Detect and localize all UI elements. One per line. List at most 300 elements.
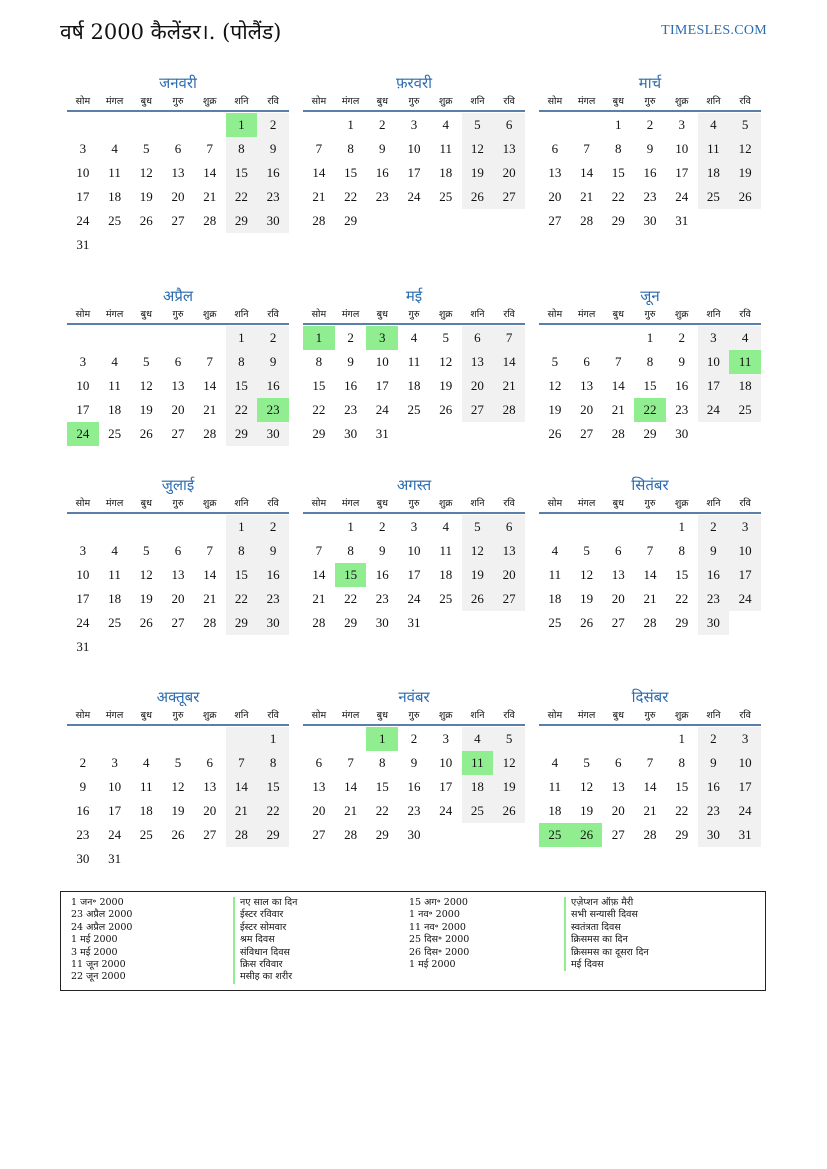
day-cell[interactable]: 4: [551, 755, 559, 770]
holiday-day-cell[interactable]: 11: [462, 751, 494, 775]
day-cell[interactable]: 30: [344, 426, 358, 441]
day-cell[interactable]: 10: [698, 350, 730, 374]
day-cell[interactable]: 15: [226, 161, 258, 185]
day-cell[interactable]: 15: [675, 567, 689, 582]
day-cell[interactable]: 27: [611, 615, 625, 630]
day-cell[interactable]: 9: [678, 354, 685, 369]
day-cell[interactable]: 2: [79, 755, 87, 770]
day-cell[interactable]: 14: [226, 775, 258, 799]
day-cell[interactable]: 19: [493, 775, 525, 799]
day-cell[interactable]: 25: [439, 189, 453, 204]
day-cell[interactable]: 13: [580, 378, 594, 393]
day-cell[interactable]: 28: [203, 213, 217, 228]
day-cell[interactable]: 1: [678, 519, 685, 534]
day-cell[interactable]: 18: [548, 803, 562, 818]
day-cell[interactable]: 16: [257, 563, 289, 587]
day-cell[interactable]: 7: [646, 543, 654, 558]
day-cell[interactable]: 5: [551, 354, 559, 369]
day-cell[interactable]: 17: [76, 402, 90, 417]
day-cell[interactable]: 27: [203, 827, 217, 842]
day-cell[interactable]: 26: [548, 426, 562, 441]
day-cell[interactable]: 26: [139, 615, 153, 630]
day-cell[interactable]: 21: [312, 591, 326, 606]
day-cell[interactable]: 7: [206, 354, 213, 369]
day-cell[interactable]: 25: [108, 426, 122, 441]
day-cell[interactable]: 13: [171, 378, 185, 393]
day-cell[interactable]: 9: [257, 539, 289, 563]
day-cell[interactable]: 9: [379, 543, 386, 558]
day-cell[interactable]: 24: [729, 799, 761, 823]
day-cell[interactable]: 18: [729, 374, 761, 398]
day-cell[interactable]: 26: [493, 799, 525, 823]
holiday-day-cell[interactable]: 26: [571, 823, 603, 847]
day-cell[interactable]: 14: [203, 567, 217, 582]
day-cell[interactable]: 13: [312, 779, 326, 794]
day-cell[interactable]: 9: [379, 141, 386, 156]
day-cell[interactable]: 29: [344, 615, 358, 630]
day-cell[interactable]: 25: [462, 799, 494, 823]
day-cell[interactable]: 21: [643, 591, 657, 606]
day-cell[interactable]: 29: [643, 426, 657, 441]
day-cell[interactable]: 22: [375, 803, 389, 818]
day-cell[interactable]: 27: [580, 426, 594, 441]
day-cell[interactable]: 18: [108, 189, 122, 204]
day-cell[interactable]: 22: [257, 799, 289, 823]
day-cell[interactable]: 11: [548, 567, 562, 582]
day-cell[interactable]: 11: [407, 354, 421, 369]
day-cell[interactable]: 8: [646, 354, 654, 369]
day-cell[interactable]: 17: [675, 165, 689, 180]
day-cell[interactable]: 20: [171, 402, 185, 417]
day-cell[interactable]: 7: [347, 755, 354, 770]
day-cell[interactable]: 14: [643, 567, 657, 582]
day-cell[interactable]: 4: [111, 354, 118, 369]
day-cell[interactable]: 23: [675, 402, 689, 417]
day-cell[interactable]: 8: [615, 141, 622, 156]
day-cell[interactable]: 17: [729, 563, 761, 587]
day-cell[interactable]: 10: [439, 755, 453, 770]
day-cell[interactable]: 23: [698, 587, 730, 611]
day-cell[interactable]: 17: [439, 779, 453, 794]
day-cell[interactable]: 13: [548, 165, 562, 180]
day-cell[interactable]: 16: [257, 161, 289, 185]
day-cell[interactable]: 25: [548, 615, 562, 630]
day-cell[interactable]: 12: [139, 567, 153, 582]
day-cell[interactable]: 25: [407, 402, 421, 417]
day-cell[interactable]: 24: [439, 803, 453, 818]
day-cell[interactable]: 5: [462, 515, 494, 539]
day-cell[interactable]: 21: [203, 402, 217, 417]
brand-link[interactable]: TIMESLES.COM: [661, 23, 767, 38]
day-cell[interactable]: 27: [462, 398, 494, 422]
day-cell[interactable]: 16: [643, 165, 657, 180]
day-cell[interactable]: 17: [76, 189, 90, 204]
day-cell[interactable]: 26: [462, 587, 494, 611]
day-cell[interactable]: 8: [226, 350, 258, 374]
day-cell[interactable]: 8: [678, 543, 685, 558]
day-cell[interactable]: 14: [203, 378, 217, 393]
day-cell[interactable]: 19: [548, 402, 562, 417]
day-cell[interactable]: 22: [611, 189, 625, 204]
day-cell[interactable]: 16: [257, 374, 289, 398]
day-cell[interactable]: 1: [678, 731, 685, 746]
day-cell[interactable]: 24: [375, 402, 389, 417]
day-cell[interactable]: 20: [611, 803, 625, 818]
day-cell[interactable]: 22: [675, 591, 689, 606]
day-cell[interactable]: 13: [171, 165, 185, 180]
day-cell[interactable]: 10: [76, 165, 90, 180]
day-cell[interactable]: 8: [379, 755, 386, 770]
day-cell[interactable]: 28: [226, 823, 258, 847]
day-cell[interactable]: 28: [344, 827, 358, 842]
day-cell[interactable]: 16: [407, 779, 421, 794]
day-cell[interactable]: 23: [257, 587, 289, 611]
day-cell[interactable]: 27: [493, 587, 525, 611]
day-cell[interactable]: 10: [407, 543, 421, 558]
day-cell[interactable]: 11: [548, 779, 562, 794]
day-cell[interactable]: 12: [548, 378, 562, 393]
day-cell[interactable]: 12: [139, 378, 153, 393]
day-cell[interactable]: 6: [315, 755, 323, 770]
day-cell[interactable]: 23: [643, 189, 657, 204]
day-cell[interactable]: 18: [139, 803, 153, 818]
day-cell[interactable]: 9: [347, 354, 354, 369]
holiday-day-cell[interactable]: 11: [729, 350, 761, 374]
holiday-day-cell[interactable]: 1: [226, 113, 258, 137]
day-cell[interactable]: 16: [698, 775, 730, 799]
holiday-day-cell[interactable]: 23: [257, 398, 289, 422]
day-cell[interactable]: 6: [462, 326, 494, 350]
day-cell[interactable]: 9: [79, 779, 87, 794]
day-cell[interactable]: 27: [611, 827, 625, 842]
day-cell[interactable]: 21: [580, 189, 594, 204]
day-cell[interactable]: 10: [729, 751, 761, 775]
day-cell[interactable]: 6: [206, 755, 213, 770]
day-cell[interactable]: 15: [257, 775, 289, 799]
day-cell[interactable]: 15: [312, 378, 326, 393]
day-cell[interactable]: 8: [226, 137, 258, 161]
day-cell[interactable]: 11: [108, 165, 121, 180]
day-cell[interactable]: 4: [143, 755, 150, 770]
day-cell[interactable]: 23: [344, 402, 358, 417]
day-cell[interactable]: 4: [111, 543, 118, 558]
day-cell[interactable]: 8: [257, 751, 289, 775]
day-cell[interactable]: 13: [462, 350, 494, 374]
day-cell[interactable]: 5: [462, 113, 494, 137]
day-cell[interactable]: 14: [493, 350, 525, 374]
day-cell[interactable]: 10: [76, 378, 90, 393]
day-cell[interactable]: 21: [344, 803, 358, 818]
day-cell[interactable]: 29: [675, 827, 689, 842]
day-cell[interactable]: 13: [203, 779, 217, 794]
day-cell[interactable]: 31: [76, 639, 90, 654]
day-cell[interactable]: 1: [226, 326, 258, 350]
day-cell[interactable]: 30: [257, 611, 289, 635]
day-cell[interactable]: 25: [698, 185, 730, 209]
holiday-day-cell[interactable]: 25: [539, 823, 571, 847]
day-cell[interactable]: 13: [493, 137, 525, 161]
day-cell[interactable]: 21: [312, 189, 326, 204]
day-cell[interactable]: 25: [439, 591, 453, 606]
day-cell[interactable]: 7: [226, 751, 258, 775]
day-cell[interactable]: 14: [344, 779, 358, 794]
day-cell[interactable]: 13: [611, 567, 625, 582]
day-cell[interactable]: 9: [646, 141, 654, 156]
day-cell[interactable]: 6: [493, 515, 525, 539]
day-cell[interactable]: 6: [174, 141, 182, 156]
day-cell[interactable]: 5: [143, 543, 150, 558]
day-cell[interactable]: 3: [698, 326, 730, 350]
day-cell[interactable]: 11: [108, 567, 121, 582]
day-cell[interactable]: 20: [203, 803, 217, 818]
day-cell[interactable]: 23: [407, 803, 421, 818]
day-cell[interactable]: 24: [76, 615, 90, 630]
day-cell[interactable]: 22: [312, 402, 326, 417]
day-cell[interactable]: 24: [108, 827, 122, 842]
day-cell[interactable]: 26: [139, 426, 153, 441]
day-cell[interactable]: 29: [675, 615, 689, 630]
day-cell[interactable]: 19: [439, 378, 453, 393]
day-cell[interactable]: 2: [257, 326, 289, 350]
day-cell[interactable]: 27: [171, 615, 185, 630]
holiday-day-cell[interactable]: 3: [366, 326, 398, 350]
day-cell[interactable]: 31: [675, 213, 689, 228]
day-cell[interactable]: 18: [108, 402, 122, 417]
day-cell[interactable]: 30: [698, 611, 730, 635]
day-cell[interactable]: 18: [548, 591, 562, 606]
day-cell[interactable]: 31: [108, 851, 122, 866]
day-cell[interactable]: 7: [646, 755, 654, 770]
holiday-day-cell[interactable]: 1: [366, 727, 398, 751]
holiday-day-cell[interactable]: 15: [335, 563, 367, 587]
day-cell[interactable]: 30: [257, 209, 289, 233]
day-cell[interactable]: 22: [344, 591, 358, 606]
day-cell[interactable]: 10: [375, 354, 389, 369]
day-cell[interactable]: 19: [580, 803, 594, 818]
day-cell[interactable]: 12: [462, 137, 494, 161]
holiday-day-cell[interactable]: 24: [67, 422, 99, 446]
day-cell[interactable]: 30: [375, 615, 389, 630]
day-cell[interactable]: 23: [375, 591, 389, 606]
day-cell[interactable]: 15: [675, 779, 689, 794]
day-cell[interactable]: 12: [171, 779, 185, 794]
day-cell[interactable]: 29: [344, 213, 358, 228]
day-cell[interactable]: 17: [407, 567, 421, 582]
day-cell[interactable]: 27: [312, 827, 326, 842]
day-cell[interactable]: 15: [611, 165, 625, 180]
day-cell[interactable]: 7: [583, 141, 590, 156]
day-cell[interactable]: 2: [698, 727, 730, 751]
day-cell[interactable]: 11: [108, 378, 121, 393]
day-cell[interactable]: 25: [729, 398, 761, 422]
day-cell[interactable]: 14: [643, 779, 657, 794]
day-cell[interactable]: 26: [729, 185, 761, 209]
day-cell[interactable]: 2: [257, 113, 289, 137]
day-cell[interactable]: 23: [698, 799, 730, 823]
day-cell[interactable]: 31: [729, 823, 761, 847]
day-cell[interactable]: 18: [407, 378, 421, 393]
day-cell[interactable]: 27: [171, 426, 185, 441]
day-cell[interactable]: 19: [139, 591, 153, 606]
day-cell[interactable]: 10: [407, 141, 421, 156]
day-cell[interactable]: 19: [139, 189, 153, 204]
day-cell[interactable]: 14: [312, 165, 326, 180]
day-cell[interactable]: 14: [312, 567, 326, 582]
day-cell[interactable]: 14: [203, 165, 217, 180]
day-cell[interactable]: 29: [226, 209, 258, 233]
day-cell[interactable]: 29: [226, 422, 258, 446]
day-cell[interactable]: 19: [462, 563, 494, 587]
day-cell[interactable]: 18: [698, 161, 730, 185]
day-cell[interactable]: 17: [76, 591, 90, 606]
day-cell[interactable]: 8: [226, 539, 258, 563]
day-cell[interactable]: 15: [344, 165, 358, 180]
day-cell[interactable]: 4: [551, 543, 559, 558]
day-cell[interactable]: 6: [615, 543, 622, 558]
day-cell[interactable]: 3: [111, 755, 118, 770]
day-cell[interactable]: 25: [108, 615, 122, 630]
day-cell[interactable]: 7: [615, 354, 622, 369]
day-cell[interactable]: 4: [442, 519, 449, 534]
day-cell[interactable]: 14: [611, 378, 625, 393]
day-cell[interactable]: 26: [462, 185, 494, 209]
day-cell[interactable]: 19: [580, 591, 594, 606]
day-cell[interactable]: 26: [439, 402, 453, 417]
day-cell[interactable]: 30: [698, 823, 730, 847]
day-cell[interactable]: 26: [580, 615, 594, 630]
day-cell[interactable]: 30: [643, 213, 657, 228]
day-cell[interactable]: 30: [407, 827, 421, 842]
day-cell[interactable]: 12: [580, 779, 594, 794]
day-cell[interactable]: 2: [379, 519, 386, 534]
day-cell[interactable]: 1: [347, 117, 354, 132]
day-cell[interactable]: 28: [203, 426, 217, 441]
day-cell[interactable]: 28: [493, 398, 525, 422]
day-cell[interactable]: 5: [143, 141, 150, 156]
day-cell[interactable]: 14: [580, 165, 594, 180]
day-cell[interactable]: 24: [407, 189, 421, 204]
day-cell[interactable]: 3: [410, 117, 418, 132]
day-cell[interactable]: 2: [257, 515, 289, 539]
day-cell[interactable]: 28: [611, 426, 625, 441]
day-cell[interactable]: 8: [678, 755, 685, 770]
day-cell[interactable]: 24: [729, 587, 761, 611]
day-cell[interactable]: 23: [375, 189, 389, 204]
day-cell[interactable]: 7: [206, 141, 213, 156]
holiday-day-cell[interactable]: 1: [303, 326, 335, 350]
day-cell[interactable]: 6: [493, 113, 525, 137]
day-cell[interactable]: 2: [347, 330, 354, 345]
day-cell[interactable]: 29: [257, 823, 289, 847]
day-cell[interactable]: 29: [611, 213, 625, 228]
day-cell[interactable]: 27: [493, 185, 525, 209]
day-cell[interactable]: 9: [698, 539, 730, 563]
day-cell[interactable]: 28: [312, 213, 326, 228]
day-cell[interactable]: 1: [646, 330, 654, 345]
day-cell[interactable]: 16: [698, 563, 730, 587]
day-cell[interactable]: 13: [611, 779, 625, 794]
day-cell[interactable]: 3: [678, 117, 685, 132]
day-cell[interactable]: 30: [257, 422, 289, 446]
day-cell[interactable]: 28: [203, 615, 217, 630]
day-cell[interactable]: 30: [76, 851, 90, 866]
day-cell[interactable]: 5: [583, 543, 590, 558]
day-cell[interactable]: 7: [206, 543, 213, 558]
day-cell[interactable]: 17: [407, 165, 421, 180]
day-cell[interactable]: 6: [583, 354, 590, 369]
day-cell[interactable]: 5: [493, 727, 525, 751]
day-cell[interactable]: 2: [678, 330, 685, 345]
day-cell[interactable]: 3: [442, 731, 449, 746]
day-cell[interactable]: 21: [611, 402, 625, 417]
day-cell[interactable]: 7: [315, 141, 323, 156]
day-cell[interactable]: 18: [439, 567, 453, 582]
day-cell[interactable]: 15: [226, 374, 258, 398]
day-cell[interactable]: 6: [174, 354, 182, 369]
day-cell[interactable]: 19: [729, 161, 761, 185]
day-cell[interactable]: 8: [347, 543, 354, 558]
day-cell[interactable]: 9: [257, 137, 289, 161]
day-cell[interactable]: 11: [439, 141, 452, 156]
day-cell[interactable]: 5: [729, 113, 761, 137]
day-cell[interactable]: 16: [344, 378, 358, 393]
day-cell[interactable]: 28: [580, 213, 594, 228]
day-cell[interactable]: 17: [375, 378, 389, 393]
day-cell[interactable]: 28: [643, 615, 657, 630]
day-cell[interactable]: 20: [611, 591, 625, 606]
day-cell[interactable]: 2: [646, 117, 654, 132]
day-cell[interactable]: 28: [312, 615, 326, 630]
day-cell[interactable]: 29: [226, 611, 258, 635]
day-cell[interactable]: 16: [375, 165, 389, 180]
day-cell[interactable]: 24: [407, 591, 421, 606]
day-cell[interactable]: 1: [347, 519, 354, 534]
day-cell[interactable]: 5: [143, 354, 150, 369]
day-cell[interactable]: 1: [226, 515, 258, 539]
day-cell[interactable]: 3: [79, 543, 87, 558]
holiday-day-cell[interactable]: 22: [634, 398, 666, 422]
day-cell[interactable]: 22: [675, 803, 689, 818]
day-cell[interactable]: 17: [729, 775, 761, 799]
day-cell[interactable]: 4: [698, 113, 730, 137]
day-cell[interactable]: 15: [375, 779, 389, 794]
day-cell[interactable]: 20: [462, 374, 494, 398]
day-cell[interactable]: 6: [174, 543, 182, 558]
day-cell[interactable]: 4: [410, 330, 418, 345]
day-cell[interactable]: 19: [139, 402, 153, 417]
day-cell[interactable]: 29: [375, 827, 389, 842]
day-cell[interactable]: 20: [171, 591, 185, 606]
day-cell[interactable]: 12: [139, 165, 153, 180]
day-cell[interactable]: 20: [580, 402, 594, 417]
day-cell[interactable]: 9: [698, 751, 730, 775]
day-cell[interactable]: 24: [675, 189, 689, 204]
day-cell[interactable]: 11: [140, 779, 153, 794]
day-cell[interactable]: 15: [226, 563, 258, 587]
day-cell[interactable]: 1: [615, 117, 622, 132]
day-cell[interactable]: 4: [462, 727, 494, 751]
day-cell[interactable]: 4: [442, 117, 449, 132]
day-cell[interactable]: 10: [675, 141, 689, 156]
day-cell[interactable]: 24: [76, 213, 90, 228]
day-cell[interactable]: 13: [171, 567, 185, 582]
day-cell[interactable]: 10: [729, 539, 761, 563]
day-cell[interactable]: 6: [551, 141, 559, 156]
day-cell[interactable]: 16: [375, 567, 389, 582]
day-cell[interactable]: 10: [76, 567, 90, 582]
day-cell[interactable]: 21: [203, 591, 217, 606]
day-cell[interactable]: 16: [675, 378, 689, 393]
